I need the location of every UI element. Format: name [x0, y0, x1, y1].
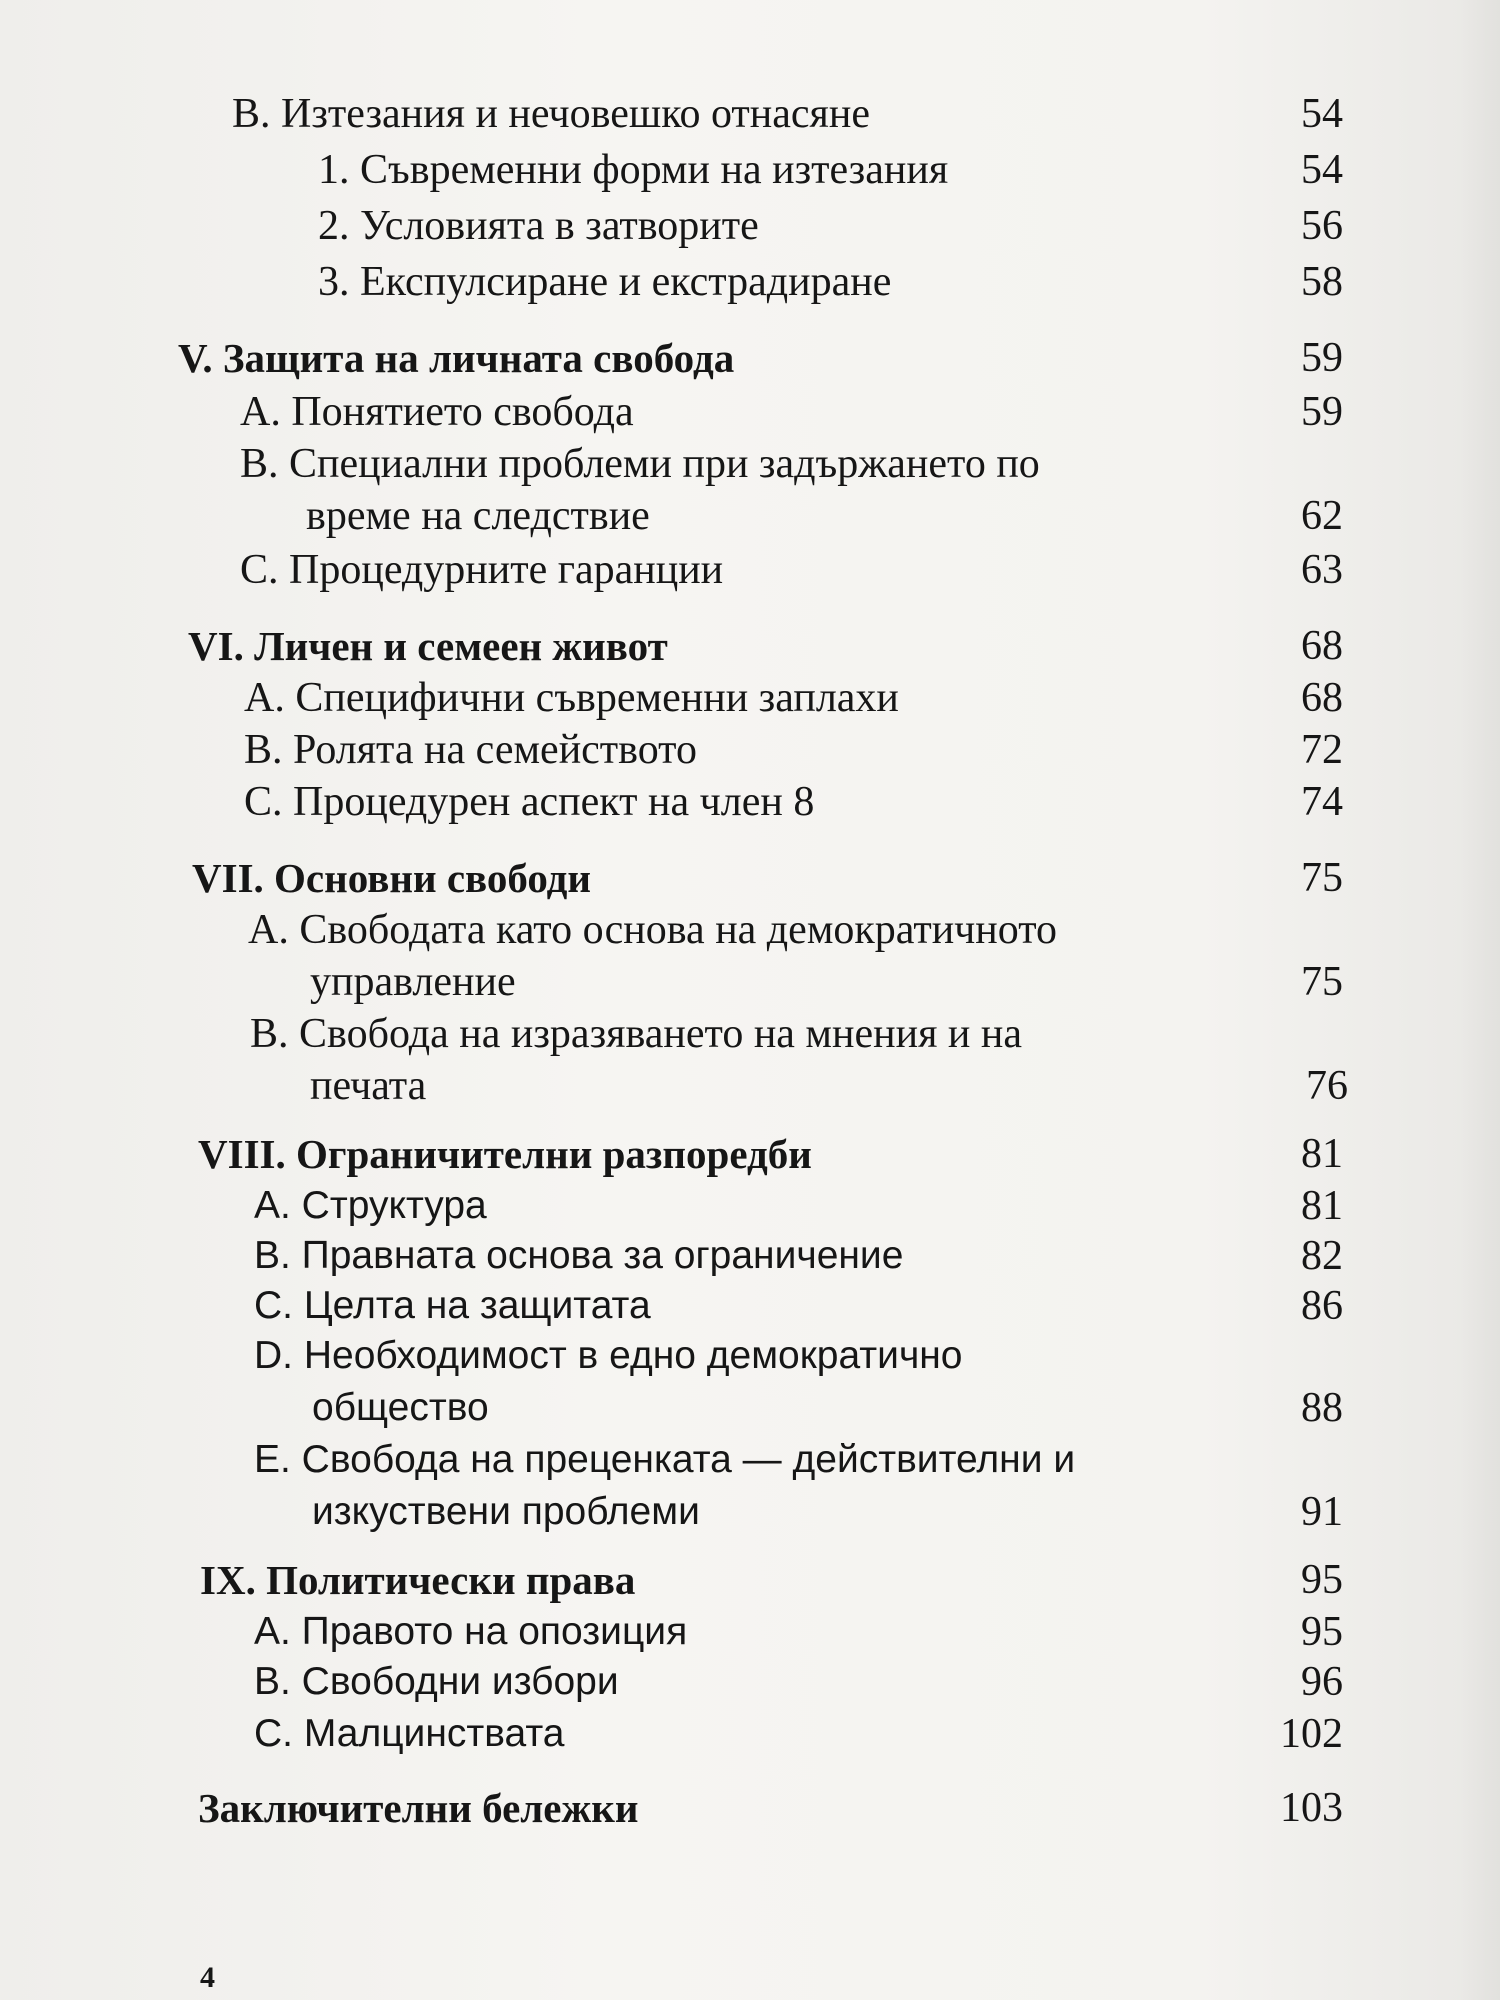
- toc-entry-title: B. Правната основа за ограничение: [254, 1234, 904, 1277]
- toc-entry-page: 54: [1301, 91, 1343, 137]
- toc-entry-page: 91: [1301, 1489, 1343, 1535]
- toc-entry-title: B. Ролята на семейството: [244, 727, 697, 773]
- toc-entry-title: C. Процедурен аспект на член 8: [244, 779, 815, 825]
- toc-section-heading: [0, 1782, 1500, 1834]
- toc-section-title: Заключителни бележки: [198, 1785, 639, 1831]
- toc-entry-title: A. Специфични съвременни заплахи: [244, 675, 899, 721]
- toc-entry-title: C. Малцинствата: [254, 1712, 565, 1755]
- toc-entry: [0, 544, 1500, 596]
- toc-entry-title: време на следствие: [306, 493, 650, 539]
- toc-section-heading: [0, 332, 1500, 384]
- toc-entry-title: C. Целта на защитата: [254, 1284, 651, 1327]
- toc-entry-title: B. Изтезания и нечовешко отнасяне: [232, 91, 870, 137]
- toc-entry: [0, 1606, 1500, 1658]
- toc-section-page: 68: [1301, 623, 1343, 669]
- toc-entry-page: 56: [1301, 203, 1343, 249]
- toc-entry-title: управление: [310, 959, 516, 1005]
- toc-section-title: VII. Основни свободи: [192, 855, 592, 901]
- toc-entry-page: 81: [1301, 1183, 1343, 1229]
- toc-section-title: VIII. Ограничителни разпоредби: [198, 1131, 812, 1177]
- toc-entry: [0, 438, 1500, 490]
- toc-entry-page: 74: [1301, 779, 1343, 825]
- toc-entry-page: 68: [1301, 675, 1343, 721]
- toc-entry-title: D. Необходимост в едно демократично: [254, 1334, 963, 1377]
- toc-section-heading: [0, 852, 1500, 904]
- toc-section-title: VI. Личен и семеен живот: [188, 623, 668, 669]
- toc-entry: [0, 672, 1500, 724]
- toc-entry-title: 1. Съвременни форми на изтезания: [318, 147, 949, 193]
- toc-section-title: V. Защита на личната свобода: [178, 335, 735, 381]
- toc-section-page: 81: [1301, 1131, 1343, 1177]
- toc-entry-title: B. Специални проблеми при задържането по: [240, 441, 1040, 487]
- toc-entry: [0, 776, 1500, 828]
- toc-section-heading: [0, 1554, 1500, 1606]
- toc-entry: [0, 256, 1500, 308]
- toc-entry: [0, 200, 1500, 252]
- toc-entry-title: B. Свободни избори: [254, 1660, 619, 1703]
- toc-entry: [0, 144, 1500, 196]
- toc-entry-title: E. Свобода на преценката — действителни и: [254, 1438, 1076, 1481]
- toc-entry-page: 54: [1301, 147, 1343, 193]
- toc-entry-title: общество: [312, 1386, 489, 1429]
- toc-entry: [0, 1280, 1500, 1332]
- toc-entry-title: A. Структура: [254, 1184, 487, 1227]
- toc-entry: [0, 1230, 1500, 1282]
- toc-entry-page: 63: [1301, 547, 1343, 593]
- toc-entry-page: 96: [1301, 1659, 1343, 1705]
- toc-entry-page: 62: [1301, 493, 1343, 539]
- toc-entry-continuation: [0, 1382, 1500, 1434]
- toc-entry: [0, 724, 1500, 776]
- toc-section-page: 75: [1301, 855, 1343, 901]
- toc-section-heading: [0, 620, 1500, 672]
- toc-entry-continuation: [0, 1060, 1500, 1112]
- toc-entry-title: A. Свободата като основа на демократичното: [248, 907, 1058, 953]
- toc-entry-page: 75: [1301, 959, 1343, 1005]
- toc-entry-page: 86: [1301, 1283, 1343, 1329]
- page-number: 4: [200, 1961, 215, 1994]
- toc-entry: [0, 904, 1500, 956]
- toc-section-title: IX. Политически права: [200, 1557, 636, 1603]
- toc-entry: [0, 1180, 1500, 1232]
- toc-entry-continuation: [0, 956, 1500, 1008]
- toc-entry-page: 72: [1301, 727, 1343, 773]
- toc-section-page: 95: [1301, 1557, 1343, 1603]
- toc-entry-continuation: [0, 1486, 1500, 1538]
- toc-entry-page: 59: [1301, 389, 1343, 435]
- toc-section-page: 59: [1301, 335, 1343, 381]
- toc-section-heading: [0, 1128, 1500, 1180]
- toc-entry-title: A. Понятието свобода: [240, 389, 634, 435]
- toc-entry-continuation: [0, 490, 1500, 542]
- toc-entry-title: 3. Експулсиране и екстрадиране: [318, 259, 892, 305]
- toc-entry-page: 76: [1306, 1063, 1348, 1109]
- toc-entry-title: A. Правото на опозиция: [254, 1610, 688, 1653]
- toc-entry-page: 82: [1301, 1233, 1343, 1279]
- toc-entry-page: 95: [1301, 1609, 1343, 1655]
- toc-entry-title: C. Процедурните гаранции: [240, 547, 724, 593]
- toc-entry-page: 102: [1280, 1711, 1343, 1757]
- toc-entry-title: 2. Условията в затворите: [318, 203, 759, 249]
- toc-entry-page: 88: [1301, 1385, 1343, 1431]
- toc-entry: [0, 1434, 1500, 1486]
- toc-entry-title: изкуствени проблеми: [312, 1490, 700, 1533]
- toc-entry-page: 58: [1301, 259, 1343, 305]
- toc-entry: [0, 1656, 1500, 1708]
- toc-entry: [0, 386, 1500, 438]
- toc-entry: [0, 1708, 1500, 1760]
- toc-entry: [0, 1330, 1500, 1382]
- toc-entry: [0, 88, 1500, 140]
- toc-entry-title: печата: [310, 1063, 427, 1109]
- toc-section-page: 103: [1280, 1785, 1343, 1831]
- toc-entry-title: B. Свобода на изразяването на мнения и на: [250, 1011, 1022, 1057]
- toc-entry: [0, 1008, 1500, 1060]
